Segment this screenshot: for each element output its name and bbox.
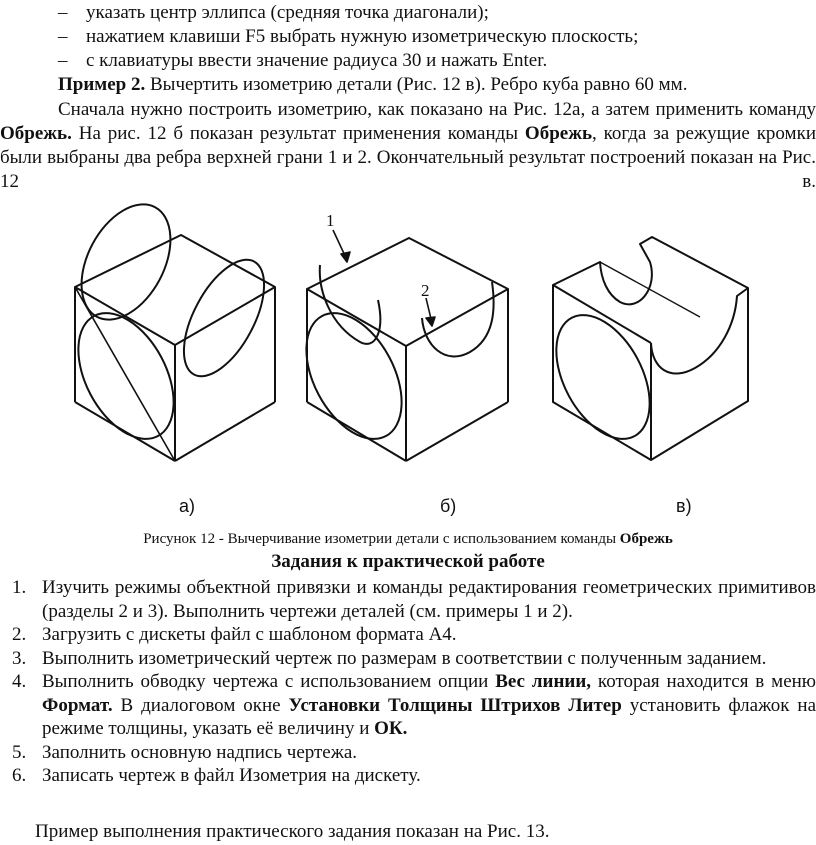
caption-text: Рисунок 12 - Вычерчивание изометрии детали с использованием команды	[143, 531, 620, 547]
body-paragraph	[0, 98, 816, 194]
task-item	[0, 647, 816, 671]
isometric-figure	[0, 196, 816, 528]
task-text: установить флажок на режиме толщины, указать её величину и	[42, 694, 816, 739]
figure-label-c: в)	[676, 496, 692, 516]
command-name: Обрежь.	[0, 123, 72, 144]
task-text: Загрузить с дискеты файл с шаблоном формата А4.	[42, 624, 457, 645]
task-number: 3.	[12, 647, 27, 669]
bullet-dash: –	[58, 50, 68, 71]
cut-shape-c	[537, 237, 748, 460]
step-3	[58, 49, 816, 72]
option-name: Вес линии,	[495, 671, 592, 692]
task-item	[0, 623, 816, 647]
task-number: 1.	[12, 577, 27, 598]
task-text: В диалоговом окне	[112, 694, 289, 716]
task-text: Выполнить обводку чертежа с использованием опции	[42, 671, 496, 692]
figure-caption	[0, 531, 816, 548]
step-1	[58, 1, 816, 24]
task-text: Изучить режимы объектной привязки и команды редактирования геометрических примитивов (разделы 2 и 3). Выполнить чертежи деталей (см. примеры 1 и 2).	[42, 577, 816, 622]
task-item	[0, 576, 816, 623]
cube-b	[287, 238, 508, 461]
paragraph-text: Сначала нужно построить изометрию, как показано на Рис. 12а, а затем применить команду	[58, 99, 816, 120]
step-text: указать центр эллипса (средняя точка диагонали);	[86, 2, 489, 23]
dialog-name: Установки Толщины Штрихов Литер	[288, 694, 622, 716]
task-number: 4.	[12, 671, 27, 692]
callout-2: 2	[421, 281, 430, 300]
caption-command: Обрежь	[619, 531, 673, 547]
task-number: 2.	[12, 624, 27, 645]
bullet-dash: –	[58, 26, 68, 47]
bullet-dash: –	[58, 2, 68, 23]
figure-label-a: а)	[179, 496, 196, 516]
task-number: 5.	[12, 741, 27, 763]
callout-1: 1	[326, 211, 335, 230]
task-number: 6.	[12, 765, 27, 786]
task-item	[0, 670, 816, 741]
task-text: Заполнить основную надпись чертежа.	[42, 741, 358, 763]
figure-label-b: б)	[440, 496, 457, 516]
step-2	[58, 25, 816, 48]
paragraph-text: На рис. 12 б показан результат применения команды	[71, 123, 525, 144]
example-label: Пример 2.	[58, 74, 146, 95]
task-text: Выполнить изометрический чертеж по размерам в соответствии с полученным заданием.	[42, 647, 767, 669]
footer-text: Пример выполнения практического задания показан на Рис. 13.	[35, 821, 550, 842]
ok-name: ОК.	[374, 718, 408, 739]
menu-name: Формат.	[42, 694, 113, 716]
tasks-heading: Задания к практической работе	[271, 551, 545, 572]
step-text: нажатием клавиши F5 выбрать нужную изометрическую плоскость;	[86, 26, 639, 47]
example-text: Вычертить изометрию детали (Рис. 12 в). Ребро куба равно 60 мм.	[145, 74, 688, 95]
example-line	[58, 73, 816, 96]
command-name: Обрежь	[524, 123, 593, 144]
step-text: с клавиатуры ввести значение радиуса 30 и нажать Enter.	[86, 50, 548, 71]
task-item	[0, 764, 816, 788]
cube-a	[59, 196, 281, 461]
task-text: которая находится в меню	[591, 671, 816, 692]
paragraph-text: , когда за режущие кромки были выбраны два ребра верхней грани 1 и 2. Окончательный результат построений показан на Рис. 12 в.	[0, 123, 816, 192]
task-text: Записать чертеж в файл Изометрия на дискету.	[42, 765, 421, 786]
tasks-list	[0, 576, 816, 788]
task-item	[0, 741, 816, 765]
